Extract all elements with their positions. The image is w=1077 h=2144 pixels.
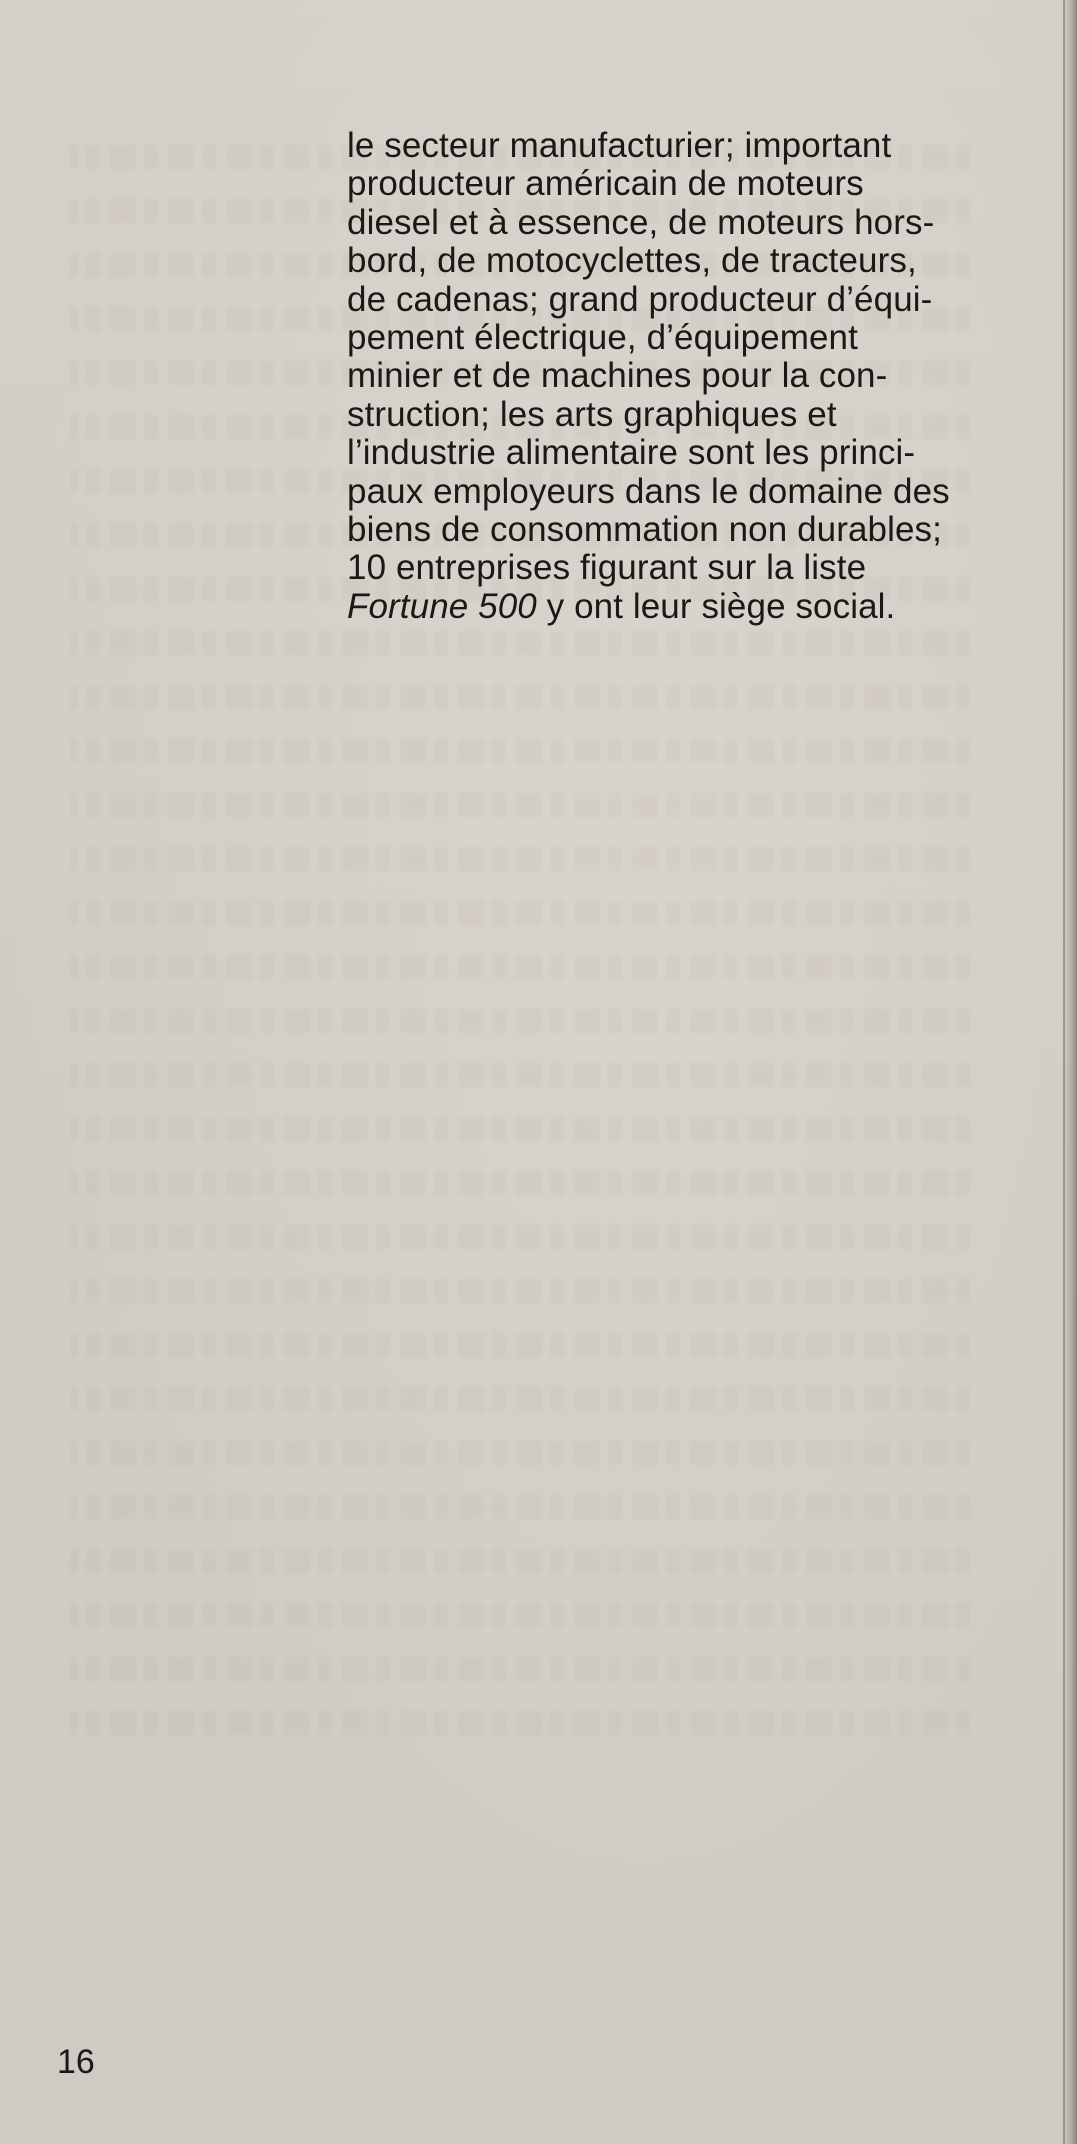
text-line: biens de consommation non durables;: [347, 510, 942, 550]
text-line: minier et de machines pour la con-: [347, 356, 888, 396]
text-line: l’industrie alimentaire sont les princi-: [347, 433, 916, 473]
page-edge-line: [1063, 0, 1065, 2144]
body-paragraph: [347, 127, 1007, 626]
page-number: 16: [57, 2043, 95, 2081]
text-line: producteur américain de moteurs: [347, 164, 864, 204]
text-line: struction; les arts graphiques et: [347, 394, 837, 434]
text-line: paux employeurs dans le domaine des: [347, 471, 950, 511]
page-edge-shadow: [1063, 0, 1077, 2144]
text-line: pement électrique, d’équipement: [347, 318, 858, 358]
text-line-rest: y ont leur siège social.: [536, 586, 896, 626]
text-line-last: [347, 588, 1007, 626]
italic-title-fortune-500: Fortune 500: [347, 586, 537, 626]
text-line: bord, de motocyclettes, de tracteurs,: [347, 241, 917, 281]
text-line: diesel et à essence, de moteurs hors-: [347, 202, 935, 242]
text-line: de cadenas; grand producteur d’équi-: [347, 279, 933, 319]
text-line: le secteur manufacturier; important: [347, 126, 892, 165]
text-line: 10 entreprises figurant sur la liste: [347, 548, 867, 588]
